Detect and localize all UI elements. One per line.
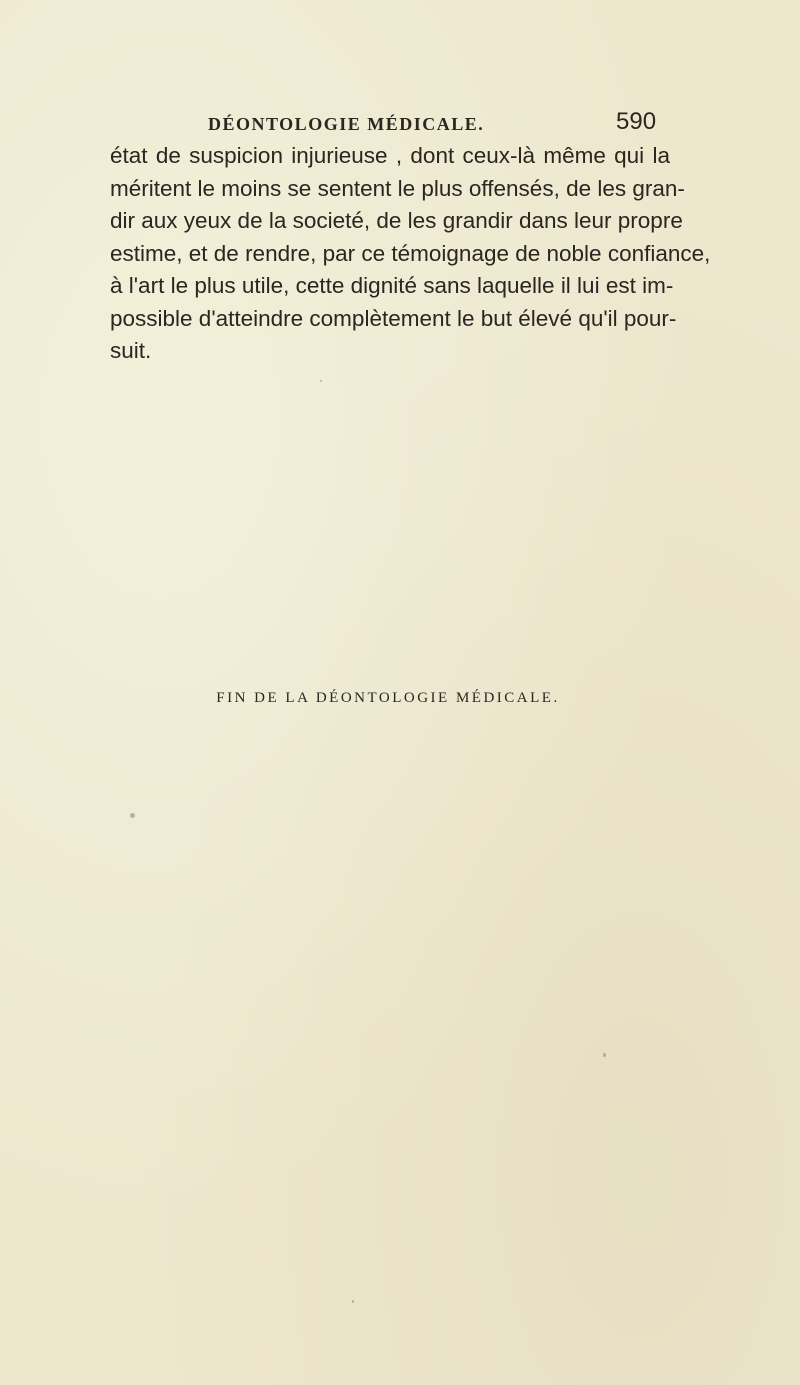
text-line: dir aux yeux de la societé, de les grandir dans leur propre — [110, 208, 683, 233]
paper-speck — [130, 813, 135, 818]
text-line: estime, et de rendre, par ce témoignage de noble confiance, — [110, 240, 711, 266]
text-line: suit. — [110, 338, 152, 363]
paper-speck — [320, 380, 322, 382]
text-line: méritent le moins se sentent le plus offensés, de les gran- — [110, 175, 685, 201]
paper-speck — [352, 1300, 354, 1303]
running-head — [0, 108, 800, 138]
body-paragraph — [110, 140, 711, 368]
paper-speck — [603, 1053, 606, 1057]
page-number: 590 — [616, 108, 657, 135]
running-title: DÉONTOLOGIE MÉDICALE. — [208, 114, 485, 134]
text-line: état de suspicion injurieuse , dont ceux-là même qui la — [110, 143, 670, 168]
text-line: à l'art le plus utile, cette dignité sans laquelle il lui est im- — [110, 273, 674, 298]
colophon: FIN DE LA DÉONTOLOGIE MÉDICALE. — [216, 690, 560, 706]
text-line: possible d'atteindre complètement le but élevé qu'il pour- — [110, 305, 677, 331]
